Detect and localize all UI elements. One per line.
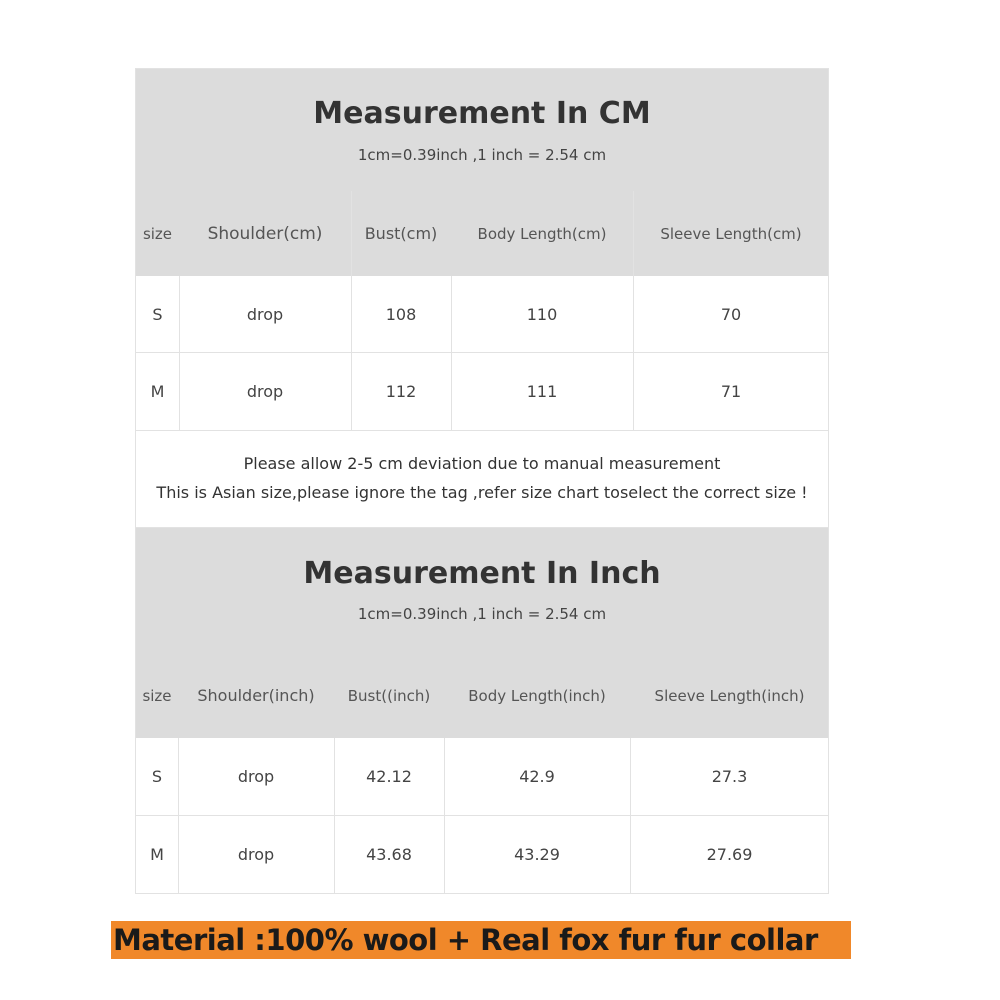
inch-row-m-body-length: 43.29: [514, 844, 560, 864]
cm-header-shoulder: Shoulder(cm): [207, 223, 323, 244]
cm-row-m-bust: 112: [385, 381, 417, 401]
cm-row-s-bust: 108: [385, 304, 417, 324]
cm-row-s-body-length: 110: [526, 304, 558, 324]
cm-title: Measurement In CM: [313, 96, 651, 131]
inch-header-sleeve-length: Sleeve Length(inch): [654, 686, 805, 705]
cm-size-chart: [135, 68, 829, 528]
cm-row-s-sleeve-length: 70: [720, 304, 742, 324]
inch-header-shoulder: Shoulder(inch): [197, 686, 315, 705]
inch-conversion-note: 1cm=0.39inch ,1 inch = 2.54 cm: [357, 605, 607, 623]
inch-row-s-size: S: [151, 767, 163, 786]
inch-title: Measurement In Inch: [303, 556, 661, 591]
inch-row-s-sleeve-length: 27.3: [711, 767, 748, 786]
cm-header-size: size: [142, 224, 173, 243]
inch-row-s-bust: 42.12: [366, 767, 412, 786]
deviation-note: Please allow 2-5 cm deviation due to manual measurement: [243, 454, 721, 473]
material-banner: [111, 921, 851, 959]
cm-conversion-note: 1cm=0.39inch ,1 inch = 2.54 cm: [357, 146, 607, 164]
cm-header-body-length: Body Length(cm): [477, 224, 607, 243]
cm-header-sleeve-length: Sleeve Length(cm): [660, 224, 802, 243]
material-text: Material :100% wool + Real fox fur fur collar: [113, 923, 818, 957]
cm-grid-line: [633, 191, 634, 430]
inch-row-m-bust: 43.68: [366, 844, 412, 864]
cm-row-m-body-length: 111: [526, 381, 558, 401]
cm-grid-line: [179, 276, 180, 430]
cm-grid-line: [136, 352, 828, 353]
inch-size-chart: [135, 528, 829, 894]
cm-row-m-size: M: [150, 381, 165, 401]
cm-row-s-shoulder: drop: [246, 304, 284, 324]
cm-row-s-size: S: [152, 304, 163, 324]
cm-row-m-sleeve-length: 71: [720, 381, 742, 401]
inch-header-size: size: [142, 686, 172, 705]
inch-row-s-body-length: 42.9: [519, 767, 555, 786]
cm-grid-line: [451, 276, 452, 430]
inch-row-m-shoulder: drop: [237, 844, 275, 864]
cm-grid-line: [136, 430, 828, 431]
inch-grid-line: [136, 815, 828, 816]
inch-row-m-size: M: [150, 844, 164, 864]
cm-grid-line: [351, 191, 352, 430]
cm-row-m-shoulder: drop: [246, 381, 284, 401]
inch-row-m-sleeve-length: 27.69: [706, 844, 753, 864]
inch-row-s-shoulder: drop: [237, 767, 275, 786]
inch-header-body-length: Body Length(inch): [468, 686, 606, 705]
inch-header-bust: Bust((inch): [347, 686, 431, 705]
cm-header-bust: Bust(cm): [364, 224, 438, 243]
asian-size-note: This is Asian size,please ignore the tag ,refer size chart toselect the correct size !: [156, 483, 808, 502]
